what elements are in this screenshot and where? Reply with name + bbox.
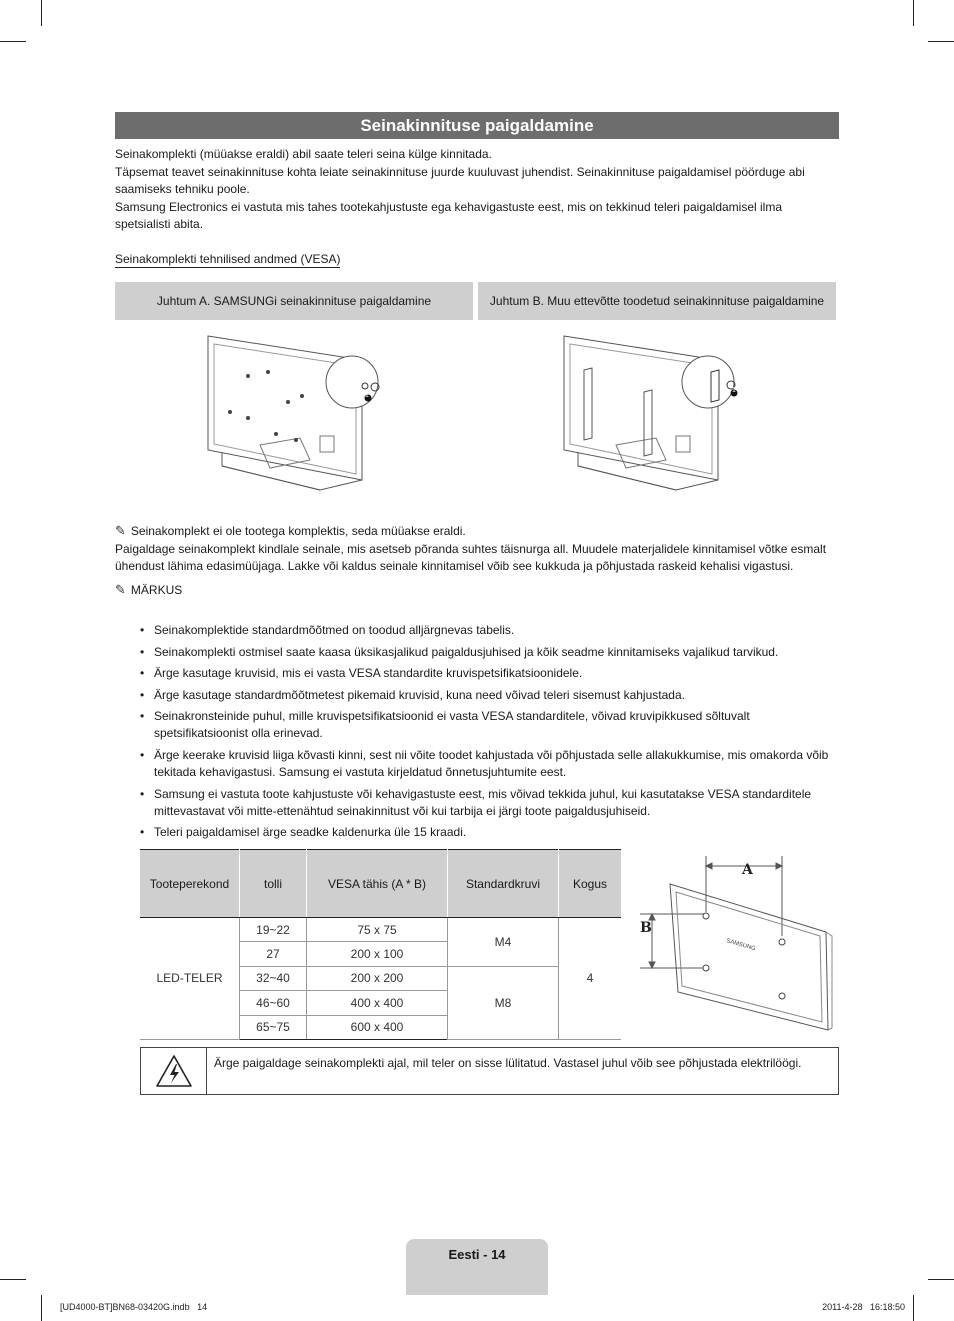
- notes-section: [115, 522, 839, 599]
- markus-line: [115, 581, 839, 599]
- pencil-icon: ✎: [115, 523, 126, 538]
- warning-text: Ärge paigaldage seinakomplekti ajal, mil teler on sisse lülitatud. Vastasel juhul võib see põhjustada elektrilöögi.: [214, 1056, 802, 1070]
- callout-number: 1: [365, 392, 369, 399]
- vesa-cell: 600 x 400: [307, 1015, 448, 1039]
- case-a-label: Juhtum A. SAMSUNGi seinakinnituse paigaldamine: [115, 282, 473, 320]
- dimension-label-a: A: [742, 862, 753, 878]
- list-item: • Ärge keerake kruvisid liiga kõvasti kinni, sest nii võite toodet kahjustada või põhjustada selle allakukkumise, mis omakorda võib tekitada kehavigastusi. Samsung ei vastuta kirjeldatud õnnetusjuhtumite eest.: [140, 747, 829, 779]
- dimension-label-b: B: [640, 920, 652, 936]
- vesa-table: [140, 849, 621, 1040]
- bullet-icon: •: [140, 709, 145, 724]
- list-item: • Samsung ei vastuta toote kahjustuste või kehavigastuste eest, mis võivad tekkida juhul, kui kasutatakse VESA standarditele mittevastavat või mitte-ettenähtud seinakinnitust või kui tarbija ei järgi toote paigaldusjuhiseid.: [140, 786, 812, 818]
- note-text: Seinakomplekt ei ole tootega komplektis, seda müüakse eraldi.: [130, 524, 466, 538]
- list-item: • Seinakomplektide standardmõõtmed on toodud alljärgnevas tabelis.: [140, 623, 515, 637]
- list-item: • Teleri paigaldamisel ärge seadke kaldenurka üle 15 kraadi.: [140, 825, 467, 840]
- markus-label: MÄRKUS: [130, 583, 183, 597]
- inch-cell: 65~75: [240, 1015, 307, 1039]
- column-header: VESA tähis (A * B): [307, 850, 448, 918]
- inch-cell: 46~60: [240, 991, 307, 1015]
- inch-cell: 19~22: [240, 918, 307, 942]
- list-item: • Seinakronsteinide puhul, mille kruvispetsifikatsioonid ei vasta VESA standarditele, võivad kruvipikkused sõltuvalt spetsifikatsioonist olla erinevad.: [140, 709, 750, 741]
- page-title: Seinakinnituse paigaldamine: [115, 112, 839, 139]
- screw-cell: M4: [448, 918, 559, 967]
- crop-mark: [928, 41, 954, 42]
- table-row: [140, 918, 621, 942]
- column-header: tolli: [240, 850, 307, 918]
- crop-mark: [928, 1279, 954, 1280]
- file-slug: [UD4000-BT]BN68-03420G.indb 14: [60, 1302, 208, 1312]
- bullet-icon: •: [140, 666, 145, 681]
- bullet-icon: •: [140, 644, 145, 659]
- tv-back-figure: [636, 852, 836, 1034]
- spec-heading: Seinakomplekti tehnilised andmed (VESA): [115, 252, 341, 266]
- figure-case-b: [556, 330, 756, 492]
- vesa-cell: 200 x 200: [307, 966, 448, 990]
- quantity-cell: 4: [559, 918, 622, 1040]
- note-paragraph: Paigaldage seinakomplekt kindlale seinale, mis asetseb põranda suhtes täisnurga all. Muudele materjalidele kinnitamisel võtke esmalt ühendust lähima edasimüüjaga. Lakke või kaldus seinale kinnitamisel võib see kukkuda ja põhjustada raskeid kehalisi vigastusi.: [115, 542, 827, 573]
- table-header-row: [140, 850, 621, 918]
- bullet-icon: •: [140, 747, 145, 762]
- crop-mark: [41, 0, 42, 26]
- vesa-cell: 75 x 75: [307, 918, 448, 942]
- crop-mark: [0, 1279, 26, 1280]
- column-header: Kogus: [559, 850, 622, 918]
- case-b-label: Juhtum B. Muu ettevõtte toodetud seinakinnituse paigaldamine: [478, 282, 836, 320]
- warning-icon-cell: [141, 1048, 207, 1094]
- markus-list: [115, 622, 839, 846]
- list-item: • Ärge kasutage kruvisid, mis ei vasta VESA standardite kruvispetsifikatsioonidele.: [140, 666, 583, 681]
- warning-box: [140, 1047, 839, 1095]
- crop-mark: [41, 1295, 42, 1321]
- crop-mark: [913, 1295, 914, 1321]
- figure-case-a: [200, 330, 400, 492]
- list-item: • Seinakomplekti ostmisel saate kaasa üksikasjalikud paigaldusjuhised ja kõik seadme kinnitamiseks vajalikud tarvikud.: [140, 644, 779, 659]
- intro-paragraph: Täpsemat teavet seinakinnituse kohta leiate seinakinnituse juurde kuuluvast juhendist. Seinakinnituse paigaldamisel pöörduge abi saamiseks tehniku poole.: [115, 164, 805, 196]
- pencil-icon: ✎: [115, 582, 126, 597]
- intro-paragraph: Seinakomplekti (müüakse eraldi) abil saate teleri seina külge kinnitada.: [115, 147, 492, 161]
- intro-text: [115, 146, 839, 234]
- column-header: Tooteperekond: [140, 850, 240, 918]
- family-cell: LED-TELER: [140, 918, 240, 1040]
- vesa-cell: 200 x 100: [307, 942, 448, 966]
- screw-cell: M8: [448, 966, 559, 1039]
- crop-mark: [913, 0, 914, 26]
- bullet-icon: •: [140, 825, 145, 840]
- bullet-icon: •: [140, 623, 145, 637]
- print-datetime: 2011-4-28 16:18:50: [822, 1302, 905, 1312]
- column-header: Standardkruvi: [448, 850, 559, 918]
- tv-brand-label: SAMSUNG: [725, 938, 757, 953]
- list-item: • Ärge kasutage standardmõõtmetest pikemaid kruvisid, kuna need võivad teleri sisemust kahjustada.: [140, 687, 685, 702]
- page-number-tab: [406, 1239, 548, 1295]
- bullet-icon: •: [140, 687, 145, 702]
- callout-number: 1: [732, 387, 736, 394]
- intro-paragraph: Samsung Electronics ei vastuta mis tahes tootekahjustuste ega kehavigastuste eest, mis on tekkinud teleri paigaldamisel ilma spetsialisti abita.: [115, 199, 783, 231]
- note-line: [115, 522, 839, 540]
- crop-mark: [0, 41, 26, 42]
- page-number: Eesti - 14: [448, 1247, 506, 1262]
- electric-shock-warning-icon: [154, 1053, 194, 1089]
- vesa-cell: 400 x 400: [307, 991, 448, 1015]
- inch-cell: 27: [240, 942, 307, 966]
- inch-cell: 32~40: [240, 966, 307, 990]
- bullet-icon: •: [140, 786, 145, 801]
